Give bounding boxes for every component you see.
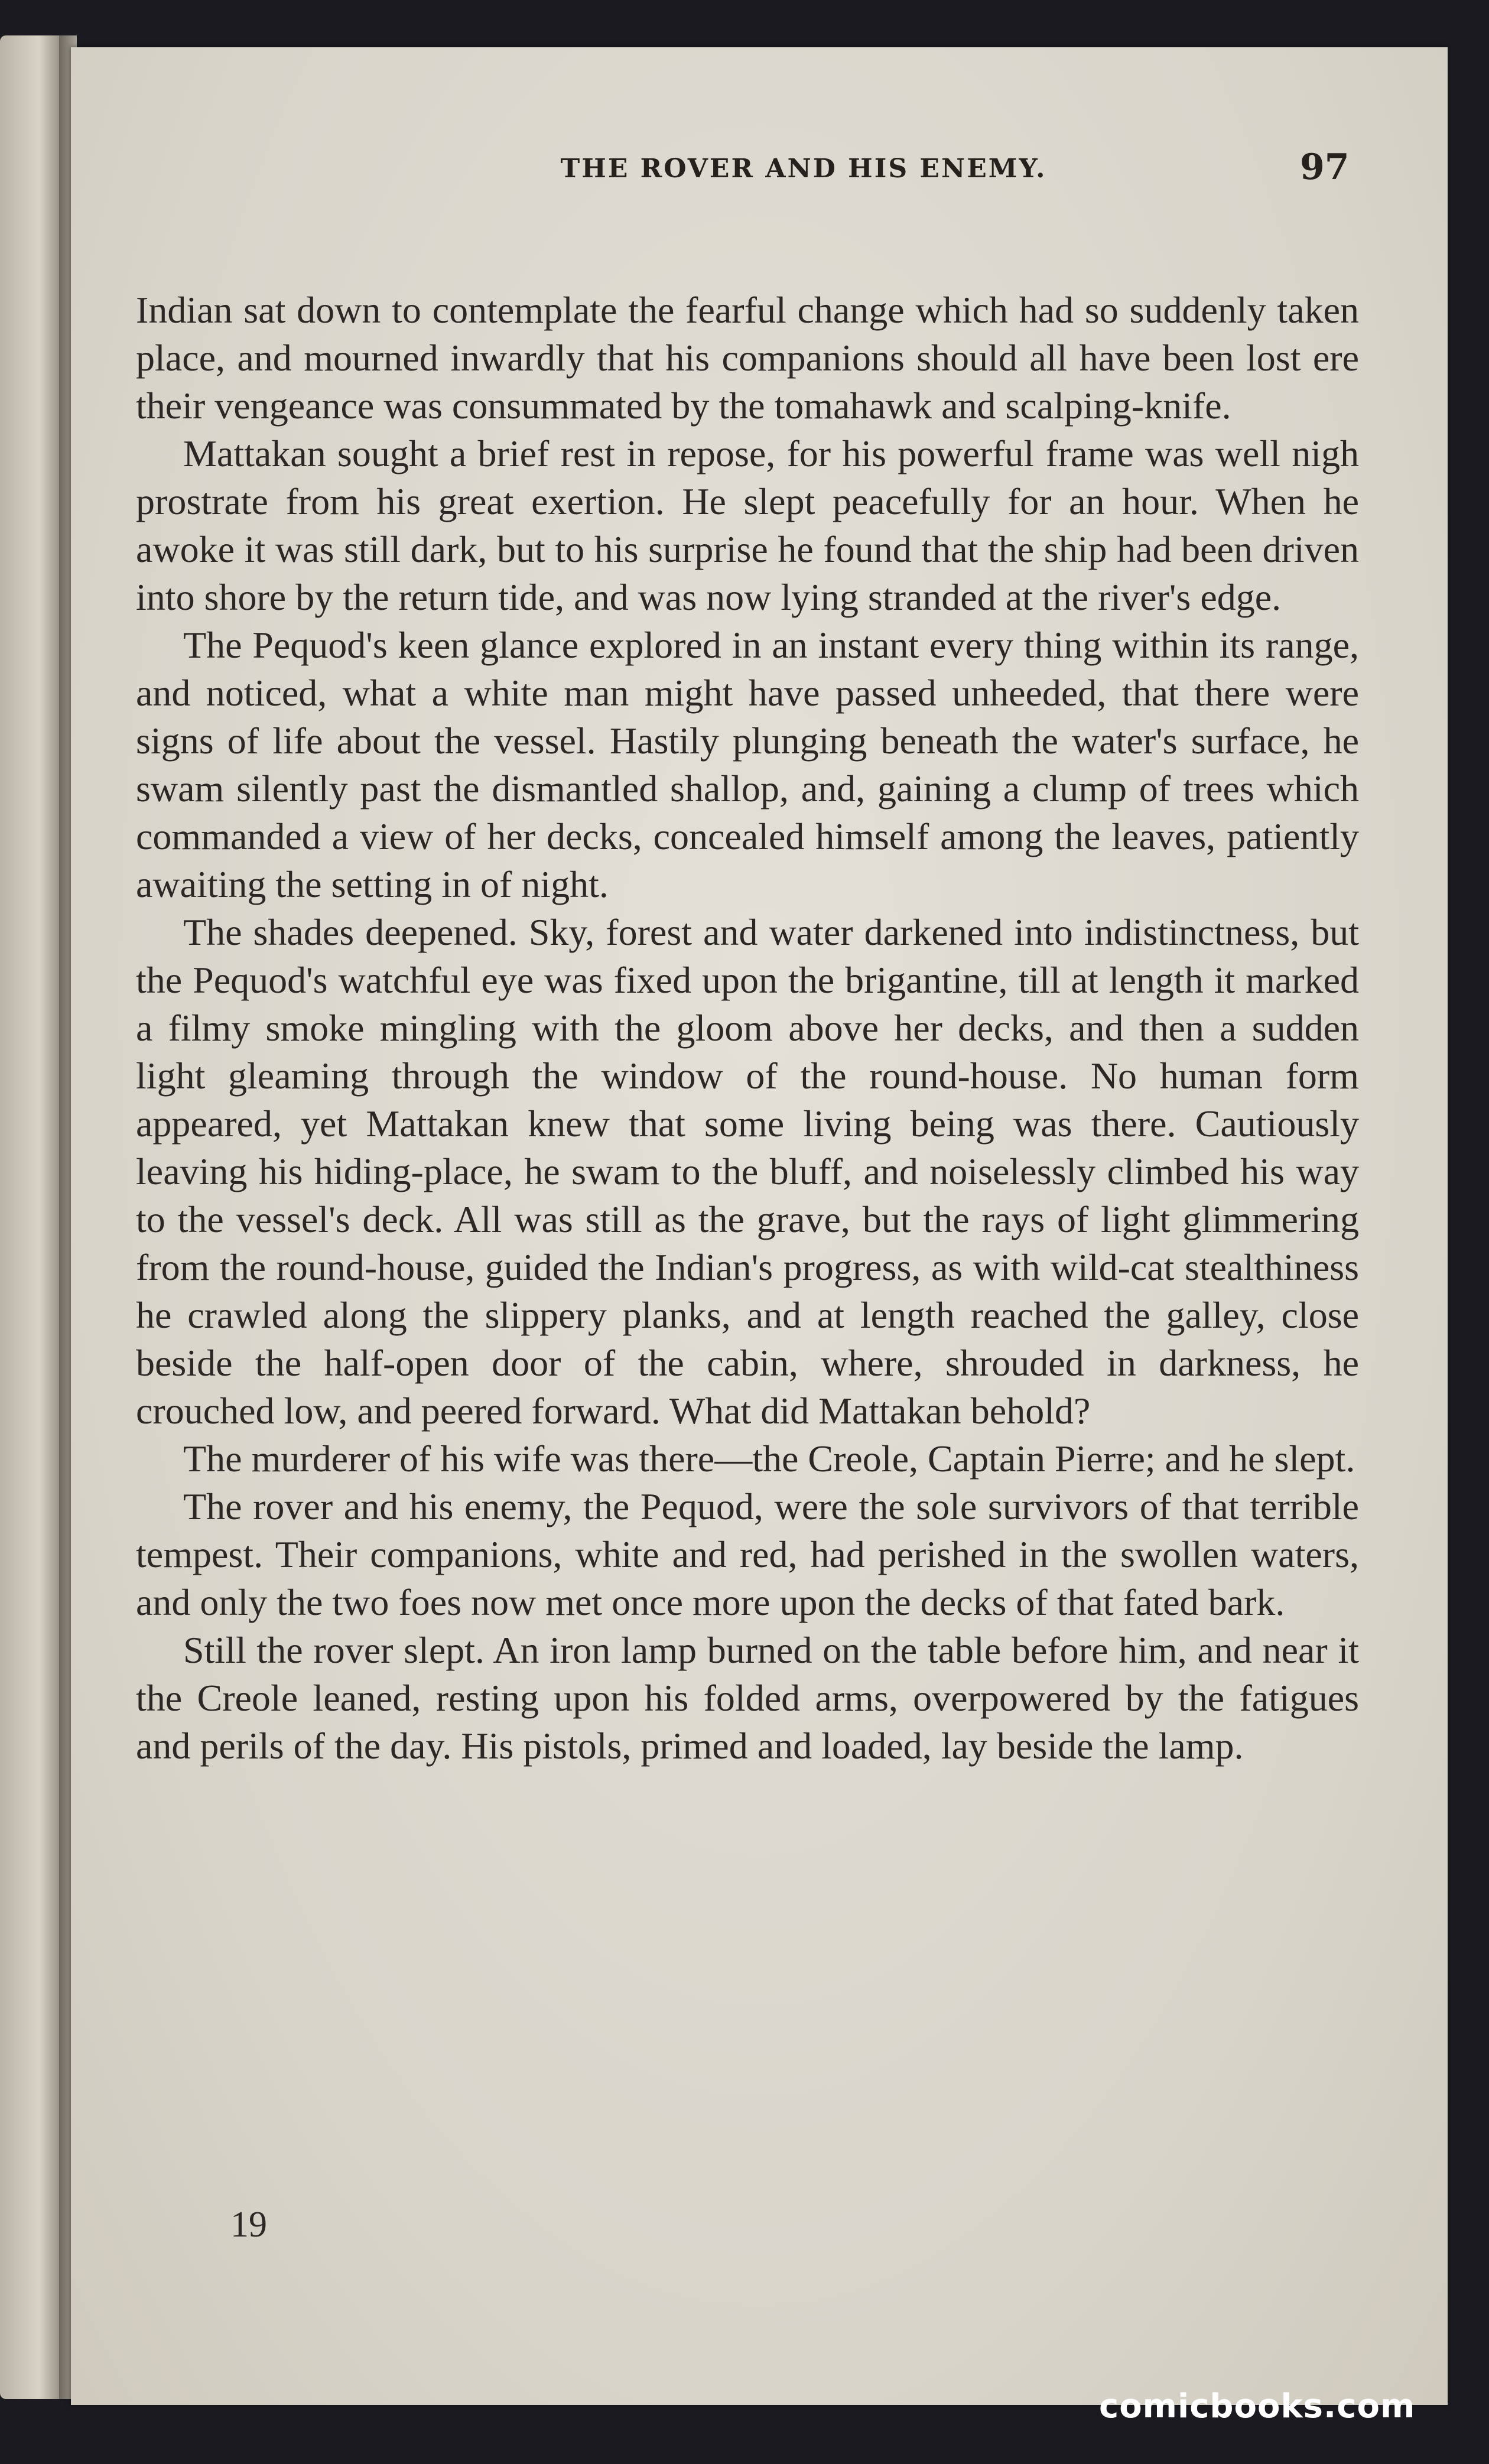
paragraph: Still the rover slept. An iron lamp burned on the table before him, and near it the Creole leaned, resting upon his folded arms, overpowered by the fatigues and perils of the day. His pistols, primed and loaded, lay beside the lamp.	[136, 1629, 1359, 1767]
paragraph: Mattakan sought a brief rest in repose, for his powerful frame was well nigh prostrate from his great exertion. He slept peacefully for an hour. When he awoke it was still dark, but to his surprise he found that the ship had been driven into shore by the return tide, and was now lying stranded at the river's edge.	[136, 433, 1359, 618]
paragraph: The rover and his enemy, the Pequod, were the sole survivors of that terrible tempest. Their companions, white and red, had perished in the swollen waters, and only the two foes now met once more upon the decks of that fated bark.	[136, 1485, 1359, 1623]
paragraph: Indian sat down to contemplate the fearful change which had so suddenly taken place, and mourned inwardly that his companions should all have been lost ere their vengeance was consummated by the tomahawk and scalping-knife.	[136, 289, 1359, 427]
paragraph: The Pequod's keen glance explored in an instant every thing within its range, and noticed, what a white man might have passed unheeded, that there were signs of life about the vessel. Hastily plunging beneath the water's surface, he swam silently past the dismantled shallop, and, gaining a clump of trees which commanded a view of her decks, concealed himself among the leaves, patiently awaiting the setting in of night.	[136, 624, 1359, 905]
book-page	[71, 47, 1448, 2405]
page-number: 97	[1300, 147, 1350, 188]
body-text	[136, 286, 1359, 1770]
previous-page-edge	[0, 35, 65, 2399]
paragraph: The shades deepened. Sky, forest and water darkened into indistinctness, but the Pequod's watchful eye was fixed upon the brigantine, till at length it marked a filmy smoke mingling with the gloom above her decks, and then a sudden light gleaming through the window of the round-house. No human form appeared, yet Mattakan knew that some living being was there. Cautiously leaving his hiding-place, he swam to the bluff, and noiselessly climbed his way to the vessel's deck. All was still as the grave, but the rays of light glimmering from the round-house, guided the Indian's progress, as with wild-cat stealthiness he crawled along the slippery planks, and at length reached the galley, close beside the half-open door of the cabin, where, shrouded in darkness, he crouched low, and peered forward. What did Mattakan behold?	[136, 911, 1359, 1432]
watermark: comicbooks.com	[1099, 2387, 1416, 2426]
running-head: THE ROVER AND HIS ENEMY.	[560, 154, 1047, 184]
signature-mark: 19	[230, 2205, 267, 2245]
paragraph: The murderer of his wife was there—the Creole, Captain Pierre; and he slept.	[183, 1438, 1355, 1480]
